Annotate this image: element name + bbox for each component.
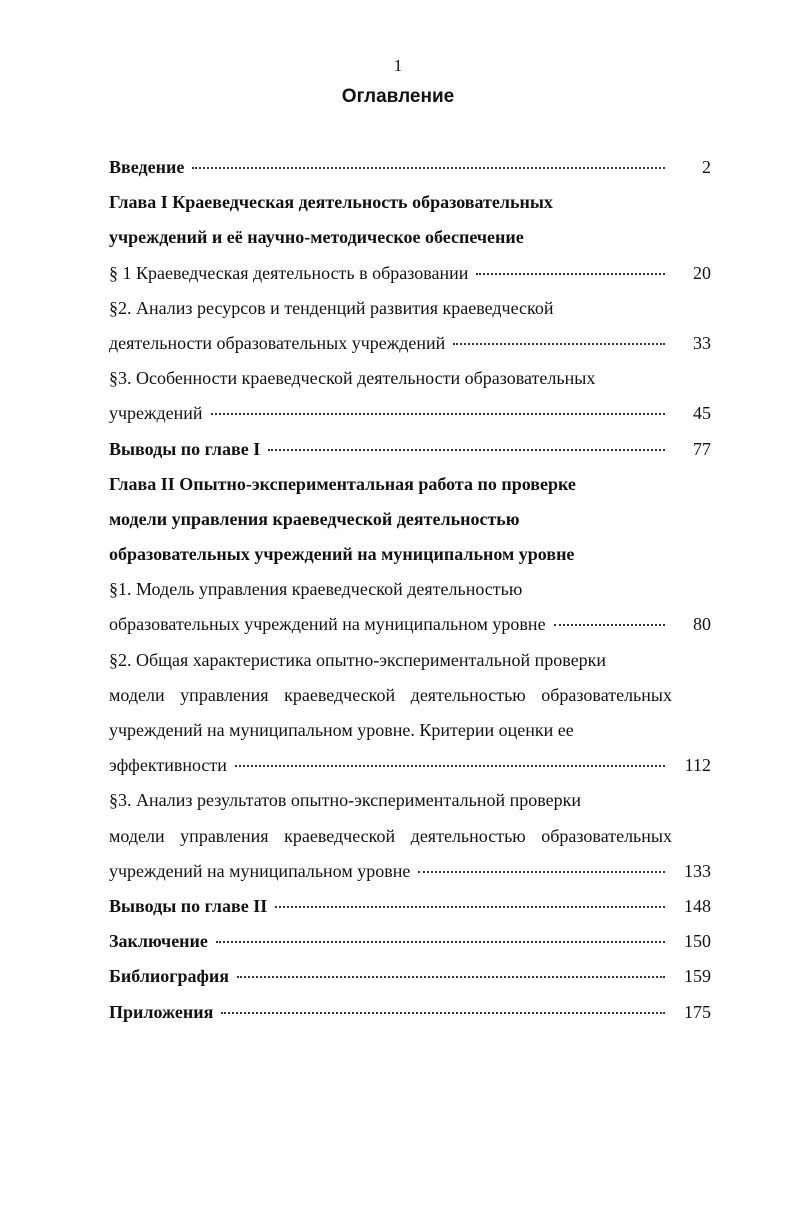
toc-entry-ch2-s3[interactable]	[109, 783, 711, 818]
toc-entry-label: Заключение	[109, 931, 208, 952]
toc-entry-ch2-conclusions[interactable]	[109, 889, 711, 924]
leader-dots	[211, 409, 665, 415]
chapter-2-title-line: Глава II Опытно-экспериментальная работа по проверке	[109, 473, 576, 494]
toc-entry-ch2-s1-cont[interactable]	[109, 607, 711, 642]
chapter-2-heading-cont[interactable]	[109, 502, 711, 537]
toc-entry-label: Выводы по главе II	[109, 895, 268, 916]
toc-entry-label: учреждений	[109, 403, 203, 424]
toc-entry-intro[interactable]	[109, 150, 711, 185]
toc-entry-label: §1. Модель управления краеведческой деятельностью	[109, 579, 523, 600]
toc-entry-label: §3. Анализ результатов опытно-экспериментальной проверки	[109, 790, 581, 811]
chapter-2-heading-cont[interactable]	[109, 537, 711, 572]
toc-entry-page: 77	[693, 438, 711, 459]
toc-entry-ch1-s2[interactable]	[109, 291, 711, 326]
toc-entry-page: 20	[693, 262, 711, 283]
toc-entry-label: деятельности образовательных учреждений	[109, 332, 446, 353]
toc-entry-conclusion[interactable]	[109, 924, 711, 959]
toc-entry-ch1-conclusions[interactable]	[109, 432, 711, 467]
chapter-1-title-line: учреждений и её научно-методическое обеспечение	[109, 227, 524, 248]
leader-dots	[235, 761, 665, 767]
toc-entry-ch1-s1[interactable]	[109, 256, 711, 291]
toc-entry-label: §2. Анализ ресурсов и тенденций развития краеведческой	[109, 297, 554, 318]
toc-entry-label: § 1 Краеведческая деятельность в образовании	[109, 262, 469, 283]
leader-dots	[221, 1008, 665, 1014]
chapter-1-title-line: Глава I Краеведческая деятельность образовательных	[109, 192, 553, 213]
toc-entry-ch2-s2[interactable]	[109, 643, 711, 678]
page-number: 1	[393, 56, 403, 75]
table-of-contents	[109, 150, 711, 1030]
toc-entry-page: 175	[684, 1001, 711, 1022]
leader-dots	[275, 902, 665, 908]
toc-entry-ch2-s1[interactable]	[109, 572, 711, 607]
toc-entry-label: эффективности	[109, 755, 227, 776]
page-title: Оглавление	[341, 86, 455, 107]
chapter-2-title-line: модели управления краеведческой деятельностью	[109, 508, 520, 529]
chapter-2-title-line: образовательных учреждений на муниципальном уровне	[109, 544, 575, 565]
toc-entry-ch2-s3-cont[interactable]	[109, 819, 711, 854]
toc-entry-page: 150	[684, 931, 711, 952]
chapter-1-heading[interactable]	[109, 185, 711, 220]
toc-entry-ch2-s2-cont[interactable]	[109, 748, 711, 783]
toc-entry-label: §2. Общая характеристика опытно-экспериментальной проверки	[109, 649, 607, 670]
leader-dots	[237, 972, 665, 978]
leader-dots	[192, 163, 665, 169]
toc-entry-label: модели управления краеведческой деятельностью образовательных	[109, 684, 672, 705]
toc-entry-label: §3. Особенности краеведческой деятельности образовательных	[109, 368, 596, 389]
toc-entry-page: 112	[684, 755, 711, 776]
toc-entry-page: 45	[693, 403, 711, 424]
toc-entry-ch1-s3[interactable]	[109, 361, 711, 396]
toc-entry-label: учреждений на муниципальном уровне	[109, 860, 411, 881]
leader-dots	[453, 339, 665, 345]
toc-entry-label: Выводы по главе I	[109, 438, 261, 459]
leader-dots	[418, 867, 665, 873]
toc-entry-page: 80	[693, 614, 711, 635]
toc-entry-bibliography[interactable]	[109, 959, 711, 994]
toc-entry-appendices[interactable]	[109, 995, 711, 1030]
toc-entry-label: образовательных учреждений на муниципальном уровне	[109, 614, 546, 635]
toc-entry-page: 2	[702, 157, 711, 177]
leader-dots	[268, 445, 665, 451]
leader-dots	[554, 620, 665, 626]
leader-dots	[476, 269, 665, 275]
toc-entry-page: 159	[684, 966, 711, 987]
toc-entry-label: учреждений на муниципальном уровне. Критерии оценки ее	[109, 720, 574, 740]
leader-dots	[216, 937, 665, 943]
toc-entry-label: Приложения	[109, 1001, 214, 1022]
toc-entry-label: Библиография	[109, 966, 230, 987]
toc-entry-page: 33	[693, 332, 711, 353]
toc-entry-page: 148	[684, 895, 711, 916]
toc-entry-ch2-s3-cont[interactable]	[109, 854, 711, 889]
toc-entry-ch1-s3-cont[interactable]	[109, 396, 711, 431]
toc-entry-ch2-s2-cont[interactable]	[109, 713, 711, 748]
chapter-1-heading-cont[interactable]	[109, 220, 711, 255]
toc-entry-ch1-s2-cont[interactable]	[109, 326, 711, 361]
toc-entry-page: 133	[684, 860, 711, 881]
toc-entry-label: Введение	[109, 157, 185, 177]
toc-entry-label: модели управления краеведческой деятельностью образовательных	[109, 825, 672, 846]
chapter-2-heading[interactable]	[109, 467, 711, 502]
toc-entry-ch2-s2-cont[interactable]	[109, 678, 711, 713]
